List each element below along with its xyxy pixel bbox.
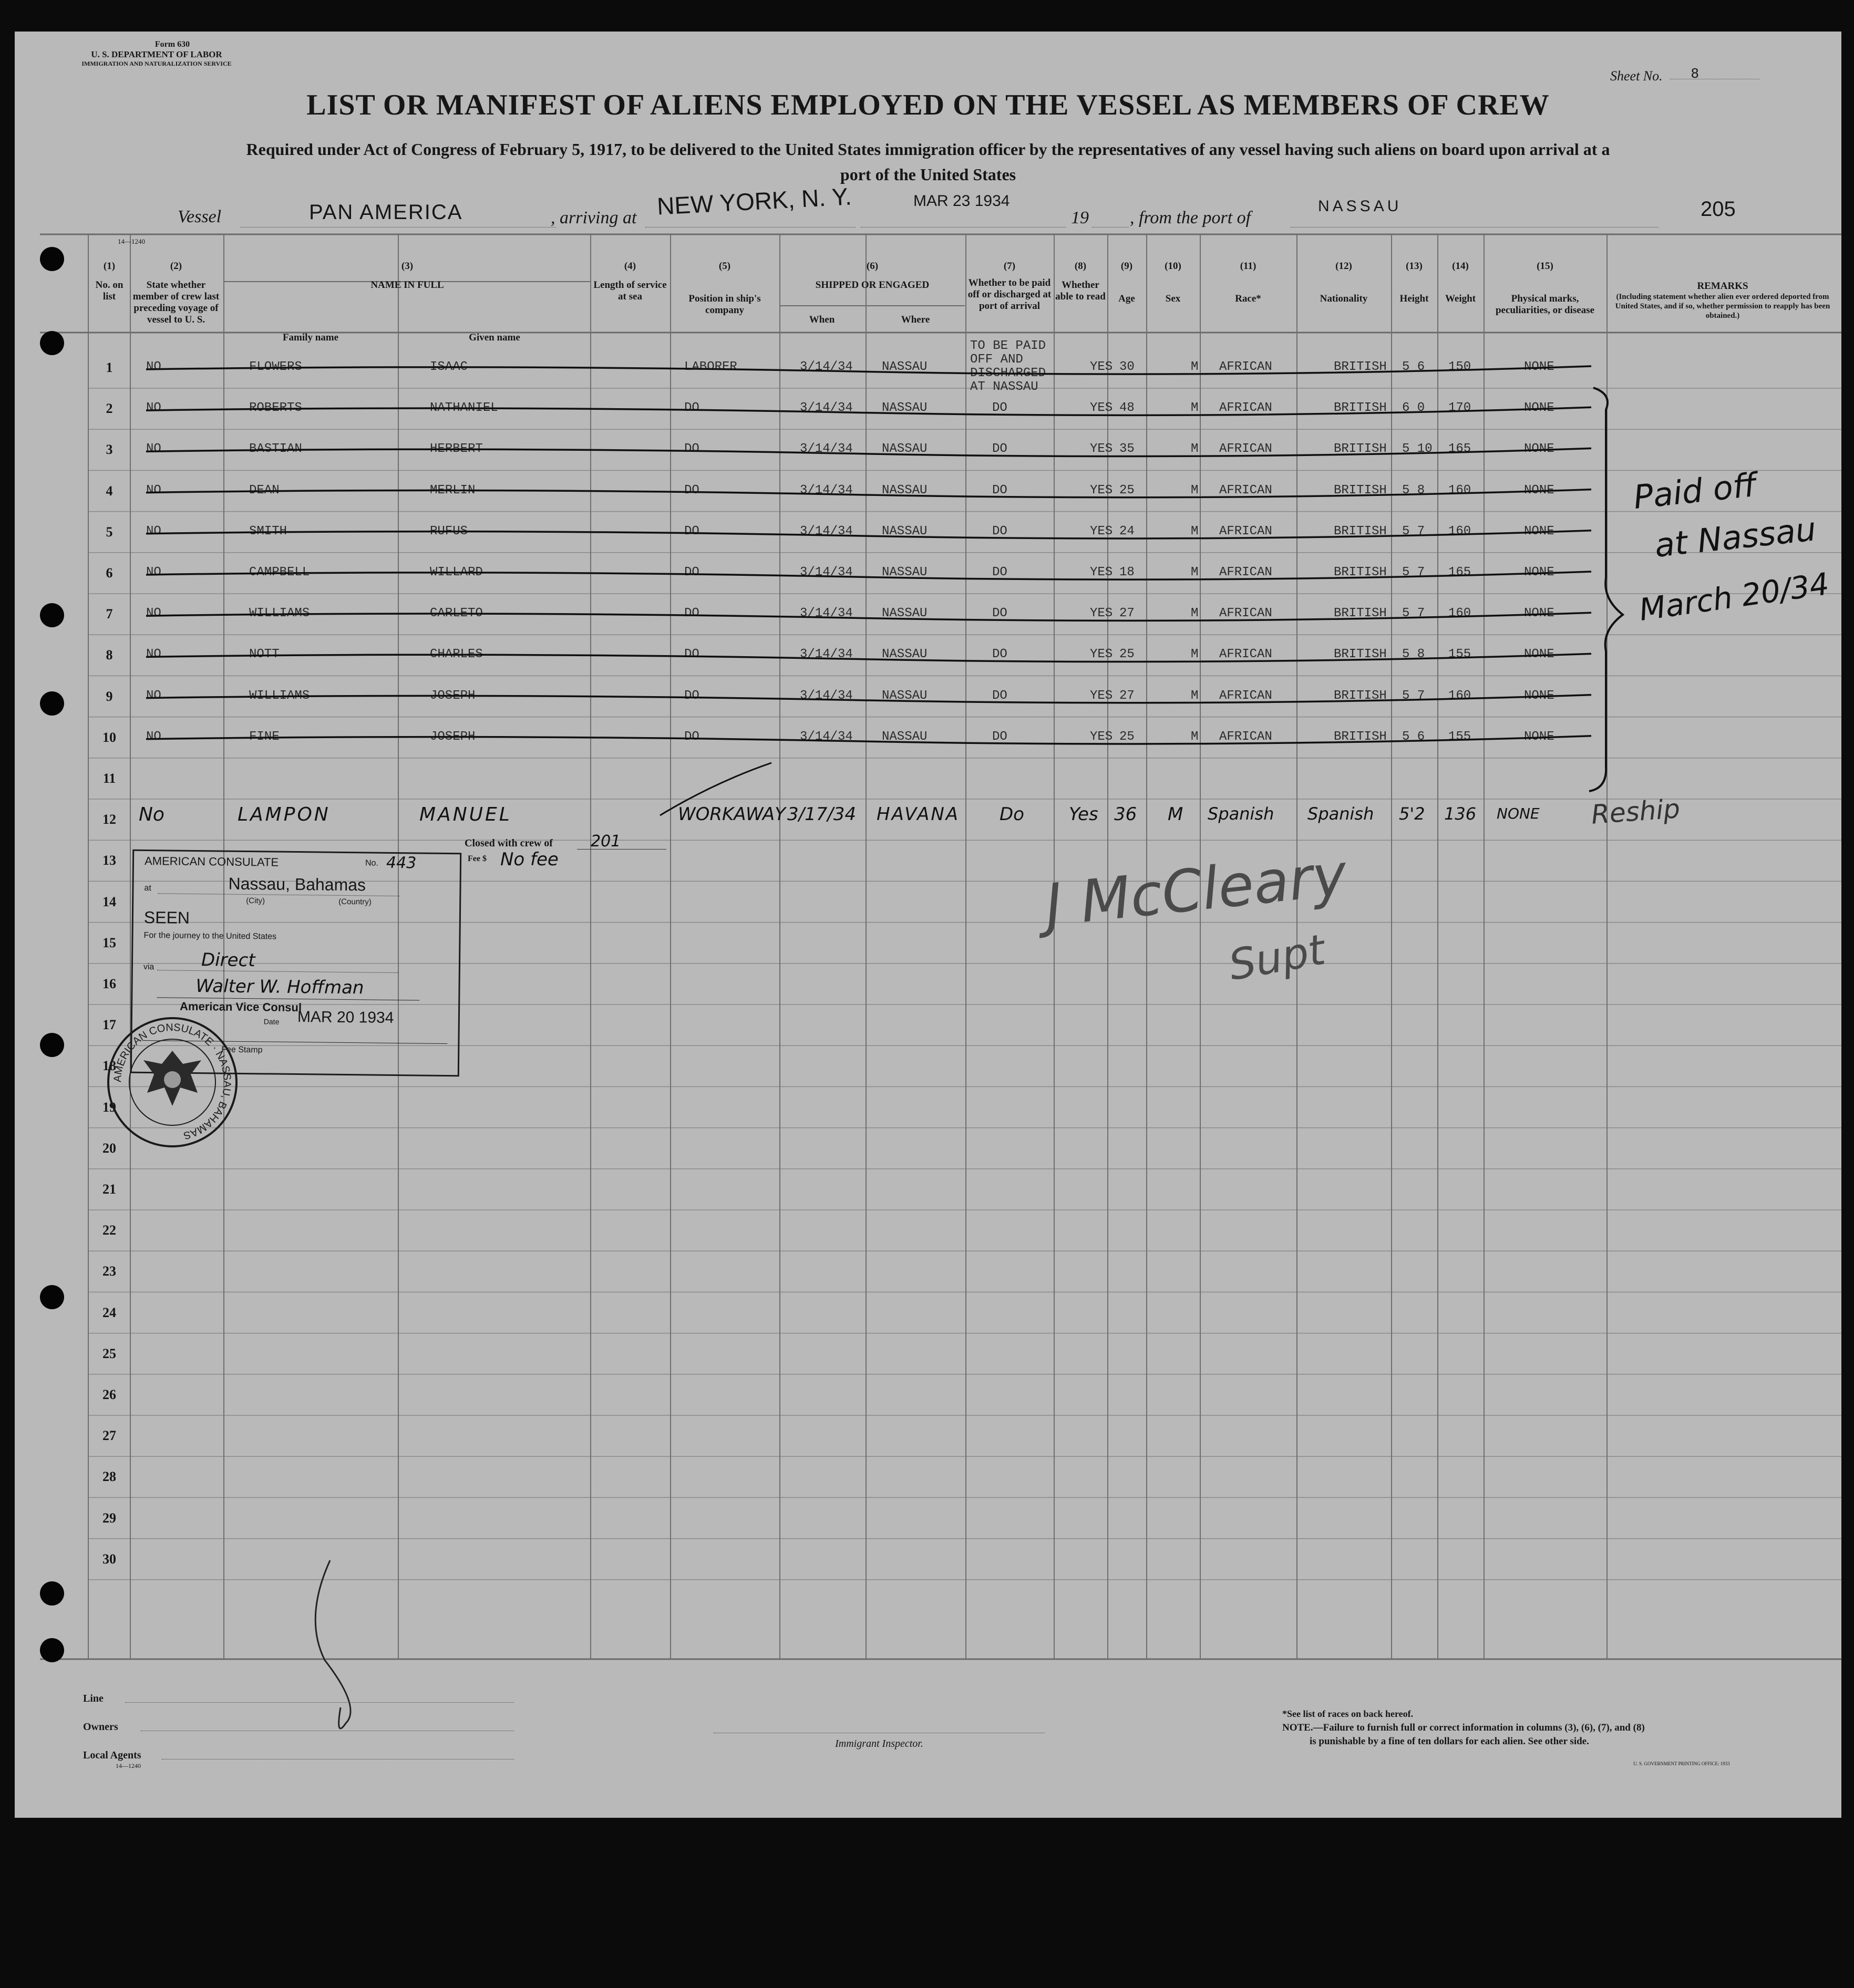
crew-height: 5 8 [1402,483,1425,498]
crew-height: 5 8 [1402,647,1425,662]
crew-age: 25 [1119,729,1135,744]
row11-given-name: MANUEL [419,804,512,825]
col-header-1: (1) No. on list [95,261,123,302]
row-number: 27 [102,1428,116,1444]
crew-race: AFRICAN [1219,729,1272,744]
service-name: IMMIGRATION AND NATURALIZATION SERVICE [81,60,232,67]
crew-paid: DO [992,647,1007,662]
col-header-3: (3) NAME IN FULL [370,261,444,291]
crew-weight: 155 [1448,729,1471,744]
crew-given: CARLETO [430,606,483,621]
crew-weight: 160 [1448,606,1471,621]
fee-label: Fee $ [468,854,487,863]
row-number: 24 [102,1304,116,1320]
department-name: U. S. DEPARTMENT OF LABOR [91,49,222,59]
stamp-no-label: No. [365,858,378,868]
row-number: 30 [102,1551,116,1567]
crew-position: DO [684,729,699,744]
footer-agents-label: Local Agents [83,1749,141,1761]
crew-prev: NO [146,688,161,703]
row11-remark: Reship [1590,793,1681,830]
row11-nationality: Spanish [1307,804,1374,824]
row-number: 22 [102,1223,116,1238]
crew-position: DO [684,688,699,703]
stamp-at-label: at [144,883,151,893]
row-number: 15 [102,935,116,950]
from-port-label: , from the port of [1130,208,1251,227]
arriving-port-stamp: NEW YORK, N. Y. [656,182,852,220]
crew-height: 5 6 [1402,729,1425,744]
stamp-via: Direct [201,949,255,971]
crew-paid: DO [992,483,1007,498]
fee-value: No fee [500,849,559,870]
row-number: 12 [102,812,116,827]
form-subtitle-line2: port of the United States [840,165,1016,184]
crew-family: WILLIAMS [249,688,310,703]
col-header-family-name: Family name [282,332,339,343]
supt-signature: J McCleary [1042,841,1350,939]
crew-weight: 160 [1448,688,1471,703]
row-number: 25 [102,1345,116,1361]
col-header-13: (13) Height [1399,261,1429,304]
stamp-date-label: Date [263,1017,280,1026]
crew-weight: 150 [1448,360,1471,374]
crew-where: NASSAU [882,442,928,457]
arrival-date-stamp: MAR 23 1934 [913,192,1010,210]
crew-read: YES [1090,524,1113,539]
crew-sex: M [1191,360,1199,374]
row-number: 4 [106,483,113,499]
crew-paid: DO [992,565,1007,579]
crew-paid: DO [992,606,1007,621]
crew-where: NASSAU [882,606,928,621]
crew-family: BASTIAN [249,442,302,457]
sheet-number: 8 [1691,65,1699,81]
footer-owners-label: Owners [83,1721,118,1733]
row11-prev-voyage: No [139,804,164,825]
crew-given: MERLIN [430,483,476,498]
inspector-label: Immigrant Inspector. [835,1738,923,1749]
crew-sex: M [1191,565,1199,579]
row11-sex: M [1168,804,1183,825]
from-port: NASSAU [1318,198,1402,215]
crew-nationality: BRITISH [1334,688,1387,703]
vessel-name: PAN AMERICA [309,201,463,224]
remarks-line2: at Nassau [1653,510,1818,565]
crew-nationality: BRITISH [1334,647,1387,662]
crew-prev: NO [146,524,161,539]
col-header-where: Where [901,314,930,325]
crew-where: NASSAU [882,688,928,703]
crew-age: 27 [1119,688,1135,703]
col-header-5: (5) Position in ship's company [688,261,761,316]
col-header-15: (15) Physical marks, peculiarities, or disease [1495,261,1595,316]
crew-age: 30 [1119,360,1135,374]
stamp-place: Nassau, Bahamas [228,874,366,895]
col-header-6: (6) SHIPPED OR ENGAGED [815,261,930,291]
crew-age: 35 [1119,442,1135,457]
crew-family: ROBERTS [249,401,302,416]
crew-marks: NONE [1524,524,1554,539]
crew-height: 5 6 [1402,360,1425,374]
row-number: 18 [102,1058,116,1074]
row-number: 5 [106,524,113,540]
crew-family: WILLIAMS [249,606,310,621]
crew-when: 3/14/34 [800,606,853,621]
crew-race: AFRICAN [1219,360,1272,374]
crew-when: 3/14/34 [800,565,853,579]
row11-shipped-when: 3/17/34 [787,804,857,825]
crew-read: YES [1090,647,1113,662]
crew-read: YES [1090,401,1113,416]
crew-paid: DO [992,688,1007,703]
crew-given: JOSEPH [430,688,476,703]
crew-paid: DO [992,729,1007,744]
row11-able-to-read: Yes [1069,804,1098,825]
crew-paid: DO [992,401,1007,416]
row-number: 29 [102,1510,116,1526]
crew-position: DO [684,401,699,416]
crew-paid: DO [992,524,1007,539]
crew-nationality: BRITISH [1334,360,1387,374]
crew-prev: NO [146,442,161,457]
crew-when: 3/14/34 [800,729,853,744]
crew-paid: TO BE PAID OFF AND DISCHARGED AT NASSAU [970,339,1046,394]
crew-marks: NONE [1524,729,1554,744]
crew-sex: M [1191,688,1199,703]
crew-where: NASSAU [882,360,928,374]
crew-read: YES [1090,483,1113,498]
footer-line-underline [125,1702,514,1703]
crew-marks: NONE [1524,606,1554,621]
col-header-remarks: REMARKS (Including statement whether alien ever ordered deported from United States, and if so, whether permission to reapply has been obtained.) [1615,281,1830,320]
crew-family: FLOWERS [249,360,302,374]
crew-height: 5 10 [1402,442,1433,457]
crew-where: NASSAU [882,483,928,498]
row-number: 9 [106,688,113,704]
crew-position: DO [684,647,699,662]
crew-nationality: BRITISH [1334,606,1387,621]
crew-race: AFRICAN [1219,524,1272,539]
form-number: Form 630 [154,40,190,49]
row11-position: WORKAWAY [678,804,786,825]
form-title: LIST OR MANIFEST OF ALIENS EMPLOYED ON THE VESSEL AS MEMBERS OF CREW [306,89,1550,121]
crew-position: DO [684,442,699,457]
crew-marks: NONE [1524,647,1554,662]
crew-read: YES [1090,442,1113,457]
crew-nationality: BRITISH [1334,524,1387,539]
consulate-seal [104,1014,241,1151]
crew-weight: 170 [1448,401,1471,416]
row-number: 14 [102,894,116,909]
crew-when: 3/14/34 [800,688,853,703]
row-number: 10 [102,729,116,745]
stamp-date: MAR 20 1934 [297,1008,394,1027]
crew-when: 3/14/34 [800,483,853,498]
stamp-city-label: (City) [246,896,265,906]
col-header-2: (2) State whether member of crew last preceding voyage of vessel to U. S. [132,261,220,325]
crew-given: WILLARD [430,565,483,579]
fine-note-line2: is punishable by a fine of ten dollars for each alien. See other side. [1310,1736,1589,1747]
crew-height: 5 7 [1402,565,1425,579]
crew-nationality: BRITISH [1334,565,1387,579]
crew-when: 3/14/34 [800,401,853,416]
row-number: 17 [102,1017,116,1033]
crew-nationality: BRITISH [1334,442,1387,457]
crew-read: YES [1090,688,1113,703]
crew-given: RUFUS [430,524,468,539]
arriving-label: , arriving at [551,208,637,227]
col-header-11: (11) Race* [1235,261,1261,304]
crew-prev: NO [146,729,161,744]
crew-read: YES [1090,729,1113,744]
pencil-mark [298,1555,372,1744]
crew-given: HERBERT [430,442,483,457]
crew-sex: M [1191,483,1199,498]
crew-position: DO [684,524,699,539]
closed-count: 201 [591,832,621,851]
crew-when: 3/14/34 [800,360,853,374]
vessel-label: Vessel [178,207,222,226]
row-number: 16 [102,976,116,991]
row-number: 3 [106,442,113,458]
row-number: 20 [102,1140,116,1156]
manifest-number: 205 [1701,198,1736,221]
crew-family: FINE [249,729,280,744]
row-number: 7 [106,606,113,622]
row-number: 21 [102,1182,116,1197]
crew-given: JOSEPH [430,729,476,744]
crew-prev: NO [146,483,161,498]
crew-height: 6 0 [1402,401,1425,416]
crew-given: ISAAC [430,360,468,374]
crew-age: 24 [1119,524,1135,539]
crew-where: NASSAU [882,729,928,744]
col-header-given-name: Given name [469,332,520,343]
row-number: 23 [102,1264,116,1279]
crew-age: 27 [1119,606,1135,621]
supt-title: Supt [1225,925,1329,990]
manifest-page [15,32,1841,1818]
crew-prev: NO [146,565,161,579]
crew-sex: M [1191,401,1199,416]
col-header-when: When [809,314,835,325]
crew-marks: NONE [1524,360,1554,374]
stamp-title: AMERICAN CONSULATE [144,854,279,869]
crew-nationality: BRITISH [1334,401,1387,416]
row-number: 6 [106,565,113,581]
row-number: 19 [102,1099,116,1115]
crew-prev: NO [146,360,161,374]
crew-when: 3/14/34 [800,647,853,662]
crew-weight: 160 [1448,524,1471,539]
form-subtitle-line1: Required under Act of Congress of February 5, 1917, to be delivered to the United States immigration officer by the representatives of any vessel having such aliens on board upon arrival at a [246,140,1610,159]
crew-family: DEAN [249,483,280,498]
row11-height: 5'2 [1399,804,1425,824]
remarks-line3: March 20/34 [1637,566,1831,628]
col-header-7: (7) Whether to be paid off or discharged at port of arrival [967,261,1052,312]
crew-sex: M [1191,524,1199,539]
row-number: 2 [106,401,113,417]
crew-race: AFRICAN [1219,442,1272,457]
crew-weight: 165 [1448,442,1471,457]
crew-read: YES [1090,360,1113,374]
crew-where: NASSAU [882,565,928,579]
row11-race: Spanish [1208,804,1274,824]
crew-position: DO [684,606,699,621]
crew-height: 5 7 [1402,688,1425,703]
crew-prev: NO [146,606,161,621]
crew-marks: NONE [1524,565,1554,579]
crew-nationality: BRITISH [1334,729,1387,744]
row11-weight: 136 [1444,804,1477,824]
row-number: 8 [106,647,113,663]
crew-read: YES [1090,565,1113,579]
stamp-seen: SEEN [143,907,190,927]
crew-position: LABORER [684,360,737,374]
crew-sex: M [1191,729,1199,744]
races-note: *See list of races on back hereof. [1282,1709,1414,1719]
crew-when: 3/14/34 [800,442,853,457]
crew-position: DO [684,483,699,498]
crew-family: NOTT [249,647,280,662]
row-number: 13 [102,853,116,868]
crew-weight: 155 [1448,647,1471,662]
crew-given: CHARLES [430,647,483,662]
row-number: 1 [106,360,113,375]
row11-age: 36 [1114,804,1137,825]
crew-age: 48 [1119,401,1135,416]
crew-weight: 165 [1448,565,1471,579]
crew-marks: NONE [1524,401,1554,416]
col-header-14: (14) Weight [1445,261,1476,304]
crew-race: AFRICAN [1219,688,1272,703]
crew-sex: M [1191,442,1199,457]
col-header-8: (8) Whether able to read [1055,261,1106,302]
crew-race: AFRICAN [1219,565,1272,579]
stamp-fee-stamp-label: Fee Stamp [221,1045,263,1055]
crew-when: 3/14/34 [800,524,853,539]
remarks-line1: Paid off [1631,465,1758,517]
crew-where: NASSAU [882,524,928,539]
crew-marks: NONE [1524,442,1554,457]
row-number: 28 [102,1469,116,1485]
closed-label: Closed with crew of [465,837,553,849]
crew-prev: NO [146,401,161,416]
stamp-journey: For the journey to the United States [143,930,277,941]
col-header-4: (4) Length of service at sea [593,261,667,302]
row11-shipped-where: HAVANA [877,804,960,825]
crew-age: 18 [1119,565,1135,579]
crew-paid: DO [992,442,1007,457]
crew-family: CAMPBELL [249,565,310,579]
sheet-label: Sheet No. [1610,68,1663,84]
crew-race: AFRICAN [1219,647,1272,662]
crew-race: AFRICAN [1219,606,1272,621]
fine-note-line1: NOTE.—Failure to furnish full or correct information in columns (3), (6), (7), and (8) [1282,1722,1645,1733]
crew-where: NASSAU [882,401,928,416]
crew-age: 25 [1119,647,1135,662]
footer-stock-code: 14—1240 [116,1762,141,1769]
stamp-via-label: via [143,962,154,972]
crew-nationality: BRITISH [1334,483,1387,498]
crew-race: AFRICAN [1219,401,1272,416]
printing-office: U. S. GOVERNMENT PRINTING OFFICE: 1933 [1633,1761,1730,1766]
seal-text: AMERICAN CONSULATE · NASSAU, BAHAMAS [111,1021,233,1142]
crew-sex: M [1191,606,1199,621]
row-number: 11 [102,771,116,786]
crew-race: AFRICAN [1219,483,1272,498]
stock-code-top: 14—1240 [118,237,145,245]
stamp-country-label: (Country) [338,897,372,907]
crew-family: SMITH [249,524,287,539]
crew-height: 5 7 [1402,606,1425,621]
crew-sex: M [1191,647,1199,662]
stamp-via-line [157,970,399,973]
footer-line-label: Line [83,1693,104,1704]
col-header-12: (12) Nationality [1320,261,1368,304]
crew-weight: 160 [1448,483,1471,498]
col-header-9: (9) Age [1118,261,1135,304]
crew-height: 5 7 [1402,524,1425,539]
col-header-10: (10) Sex [1165,261,1181,304]
crew-marks: NONE [1524,483,1554,498]
crew-age: 25 [1119,483,1135,498]
stamp-signature: Walter W. Hoffman [195,976,364,999]
crew-read: YES [1090,606,1113,621]
row-number: 26 [102,1387,116,1402]
crew-given: NATHANIEL [430,401,498,416]
crew-prev: NO [146,647,161,662]
row11-paid-off: Do [1000,804,1024,825]
crew-marks: NONE [1524,688,1554,703]
stamp-no: 443 [386,853,417,873]
crew-where: NASSAU [882,647,928,662]
year-label: 19 [1071,208,1089,227]
row11-physical-marks: NONE [1497,805,1540,822]
stamp-officer: American Vice Consul [179,999,302,1014]
row11-family-name: LAMPON [238,804,331,825]
crew-position: DO [684,565,699,579]
